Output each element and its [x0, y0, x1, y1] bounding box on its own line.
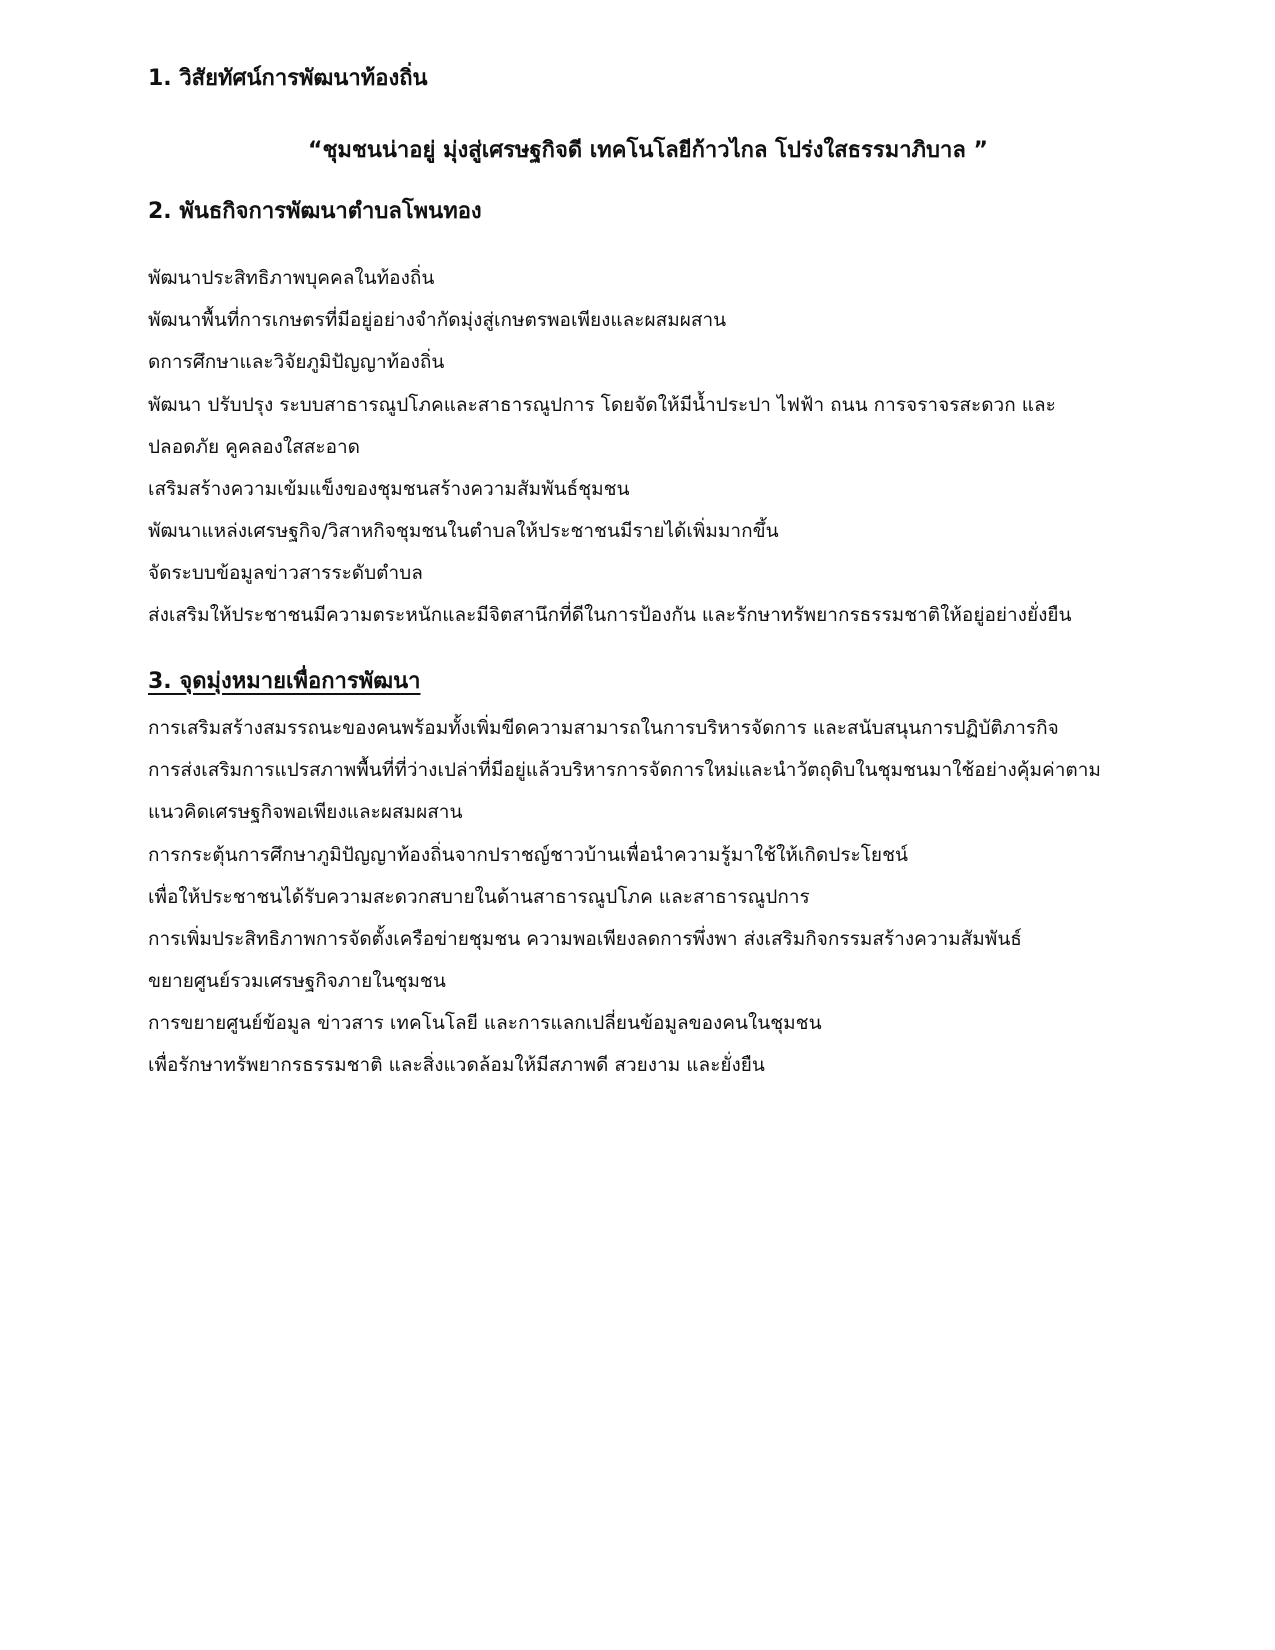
mission-item: ดการศึกษาและวิจัยภูมิปัญญาท้องถิ่น: [148, 351, 445, 373]
mission-item: จัดระบบข้อมูลข่าวสารระดับตำบล: [148, 562, 423, 584]
goal-item: เพื่อรักษาทรัพยากรธรรมชาติ และสิ่งแวดล้อมให้มีสภาพดี สวยงาม และยั่งยืน: [148, 1054, 765, 1076]
mission-item: พัฒนาประสิทธิภาพบุคคลในท้องถิ่น: [148, 267, 435, 289]
mission-item: ส่งเสริมให้ประชาชนมีความตระหนักและมีจิตสานึกที่ดีในการป้องกัน และรักษาทรัพยากรธรรมชาติให้อยู่อย่างยั่งยืน: [148, 604, 1072, 626]
mission-item: พัฒนาพื้นที่การเกษตรที่มีอยู่อย่างจำกัดมุ่งสู่เกษตรพอเพียงและผสมผสาน: [148, 309, 727, 331]
mission-item: พัฒนาแหล่งเศรษฐกิจ/วิสาหกิจชุมชนในตำบลให้ประชาชนมีรายได้เพิ่มมากขึ้น: [148, 520, 779, 542]
section1-heading: 1. วิสัยทัศน์การพัฒนาท้องถิ่น: [148, 66, 428, 91]
goal-item: การเพิ่มประสิทธิภาพการจัดตั้งเครือข่ายชุมชน ความพอเพียงลดการพึ่งพา ส่งเสริมกิจกรรมสร้างความสัมพันธ์: [148, 928, 1022, 950]
goal-item: การกระตุ้นการศึกษาภูมิปัญญาท้องถิ่นจากปราชญ์ชาวบ้านเพื่อนำความรู้มาใช้ให้เกิดประโยชน์: [148, 844, 908, 866]
mission-item: พัฒนา ปรับปรุง ระบบสาธารณูปโภคและสาธารณูปการ โดยจัดให้มีน้ำประปา ไฟฟ้า ถนน การจราจรสะดวก และ: [148, 394, 1056, 416]
vision-statement: “ชุมชนน่าอยู่ มุ่งสู่เศรษฐกิจดี เทคโนโลยีก้าวไกล โปร่งใสธรรมาภิบาล ”: [308, 138, 988, 163]
section2-heading: 2. พันธกิจการพัฒนาตำบลโพนทอง: [148, 199, 482, 224]
goal-item: เพื่อให้ประชาชนได้รับความสะดวกสบายในด้านสาธารณูปโภค และสาธารณูปการ: [148, 886, 810, 908]
goal-item: การส่งเสริมการแปรสภาพพื้นที่ที่ว่างเปล่าที่มีอยู่แล้วบริหารการจัดการใหม่และนำวัตถุดิบในชุมชนมาใช้อย่างคุ้มค่าตาม: [148, 759, 1101, 781]
section3-heading: 3. จุดมุ่งหมายเพื่อการพัฒนา: [148, 669, 421, 694]
goal-item: ขยายศูนย์รวมเศรษฐกิจภายในชุมชน: [148, 970, 446, 992]
goal-item: การขยายศูนย์ข้อมูล ข่าวสาร เทคโนโลยี และการแลกเปลี่ยนข้อมูลของคนในชุมชน: [148, 1012, 822, 1034]
mission-item: ปลอดภัย คูคลองใสสะอาด: [148, 436, 360, 458]
goal-item: แนวคิดเศรษฐกิจพอเพียงและผสมผสาน: [148, 801, 463, 823]
goal-item: การเสริมสร้างสมรรถนะของคนพร้อมทั้งเพิ่มขีดความสามารถในการบริหารจัดการ และสนับสนุนการปฏิบัติภารกิจ: [148, 717, 1059, 739]
mission-item: เสริมสร้างความเข้มแข็งของชุมชนสร้างความสัมพันธ์ชุมชน: [148, 478, 630, 500]
